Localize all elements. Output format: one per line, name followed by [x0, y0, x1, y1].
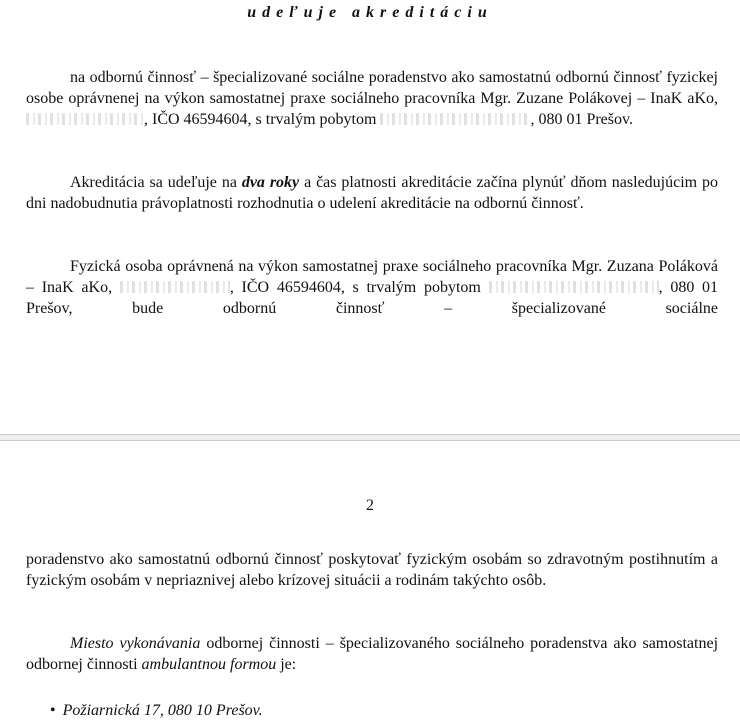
- paragraph-text: na odbornú činnosť – špecializované sociálne poradenstvo ako samostatnú odbornú činnosť fyzickej osobe oprávnenej na výkon samostatnej praxe sociálneho pracovníka Mgr. Zuzane Polákovej – InaK aKo,: [26, 69, 718, 107]
- paragraph-text: , IČO 46594604, s trvalým pobytom: [144, 111, 377, 128]
- redacted-address: [380, 113, 530, 125]
- document-page-2: [0, 441, 740, 720]
- page-separator: [0, 434, 740, 441]
- paragraph-text: , 080 01 Prešov.: [530, 111, 633, 128]
- paragraph-emphasis: Miesto vykonávania: [70, 635, 201, 652]
- paragraph-text: , IČO 46594604, s trvalým pobytom: [229, 279, 481, 296]
- redacted-address: [120, 281, 230, 293]
- page-number: 2: [366, 497, 374, 514]
- paragraph-accreditation-validity: [26, 172, 718, 214]
- paragraph-emphasis: ambulantnou formou: [141, 656, 277, 673]
- paragraph-emphasis: dva roky: [241, 174, 300, 191]
- paragraph-text: je:: [280, 656, 297, 673]
- paragraph-text: Akreditácia sa udeľuje na: [70, 174, 237, 191]
- paragraph-accreditation-subject: [26, 67, 718, 130]
- paragraph-text: Fyzická osoba oprávnená na výkon samostatnej praxe sociálneho pracovníka Mgr. Zuzana Poláková – InaK aKo,: [26, 258, 718, 296]
- paragraph-text: , 080 01 Prešov, bude odbornú činnosť – špecializované sociálne: [26, 279, 719, 317]
- paragraph-provider: [26, 256, 718, 319]
- bullet-icon: •: [50, 702, 56, 719]
- paragraph-target-groups: poradenstvo ako samostatnú odbornú činnosť poskytovať fyzickým osobám so zdravotným postihnutím a fyzickým osobám v nepriaznivej alebo krízovej situácii a rodinám takýchto osôb.: [26, 551, 718, 589]
- redacted-address: [489, 281, 659, 293]
- list-item: [50, 702, 263, 720]
- paragraph-text: odbornej činnosti – špecializovaného sociálneho poradenstva ako samostatnej odbornej činnosti: [26, 635, 719, 673]
- paragraph-text: a čas platnosti akreditácie začína plynúť dňom nasledujúcim po dni nadobudnutia právoplatnosti rozhodnutia o udelení akreditácie na odbornú činnosť.: [26, 174, 719, 212]
- redacted-address: [26, 113, 144, 125]
- section-heading: udeľuje akreditáciu: [247, 4, 493, 21]
- list-item-text: Požiarnická 17, 080 10 Prešov.: [62, 702, 263, 719]
- paragraph-place-of-activity: [26, 633, 718, 675]
